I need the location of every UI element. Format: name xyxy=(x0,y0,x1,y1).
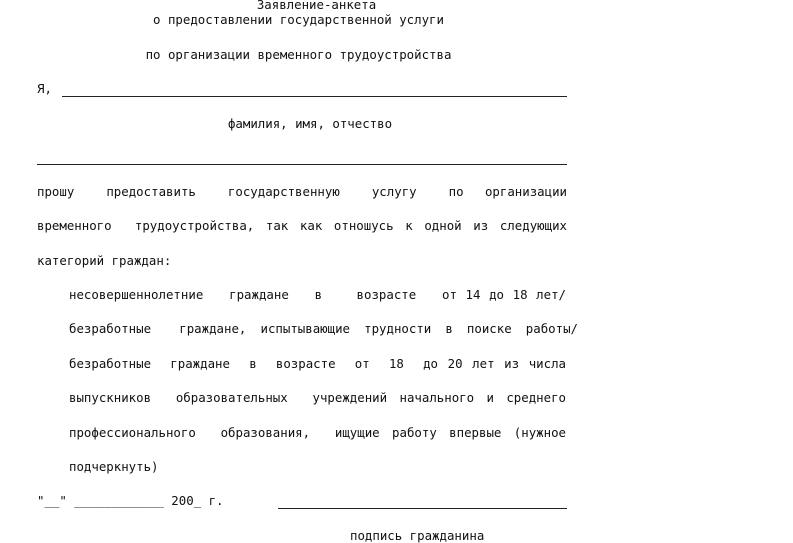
request-text-line-3: категорий граждан: xyxy=(37,253,172,268)
applicant-name-field-continued[interactable] xyxy=(37,164,567,165)
category-unemployed-graduates-line-1: безработные граждане в возрасте от 18 до 20 лет из числа xyxy=(69,356,566,371)
applicant-name-field[interactable] xyxy=(62,96,567,97)
signature-field[interactable] xyxy=(278,508,567,509)
category-minors: несовершеннолетние граждане в возрасте от 14 до 18 лет/ xyxy=(69,287,566,302)
signature-caption: подпись гражданина xyxy=(350,528,485,543)
category-unemployed-difficulty: безработные граждане, испытывающие трудности в поиске работы/ xyxy=(69,321,578,336)
category-unemployed-graduates-line-2: выпускников образовательных учреждений начального и среднего xyxy=(69,390,566,405)
document-subtitle: о предоставлении государственной услуги xyxy=(153,12,444,27)
date-field[interactable]: "__" ____________ 200_ г. xyxy=(37,493,224,508)
category-unemployed-graduates-line-3: профессионального образования, ищущие работу впервые (нужное xyxy=(69,425,566,440)
category-instruction: подчеркнуть) xyxy=(69,459,159,474)
request-text-line-2: временного трудоустройства, так как отношусь к одной из следующих xyxy=(37,218,567,233)
request-text-line-1: прошу предоставить государственную услугу по организации xyxy=(37,184,567,199)
applicant-prefix: Я, xyxy=(37,81,52,96)
document-subtitle-service: по организации временного трудоустройства xyxy=(145,47,452,62)
document-title: Заявление-анкета xyxy=(256,0,377,12)
applicant-name-caption: фамилия, имя, отчество xyxy=(227,116,393,131)
